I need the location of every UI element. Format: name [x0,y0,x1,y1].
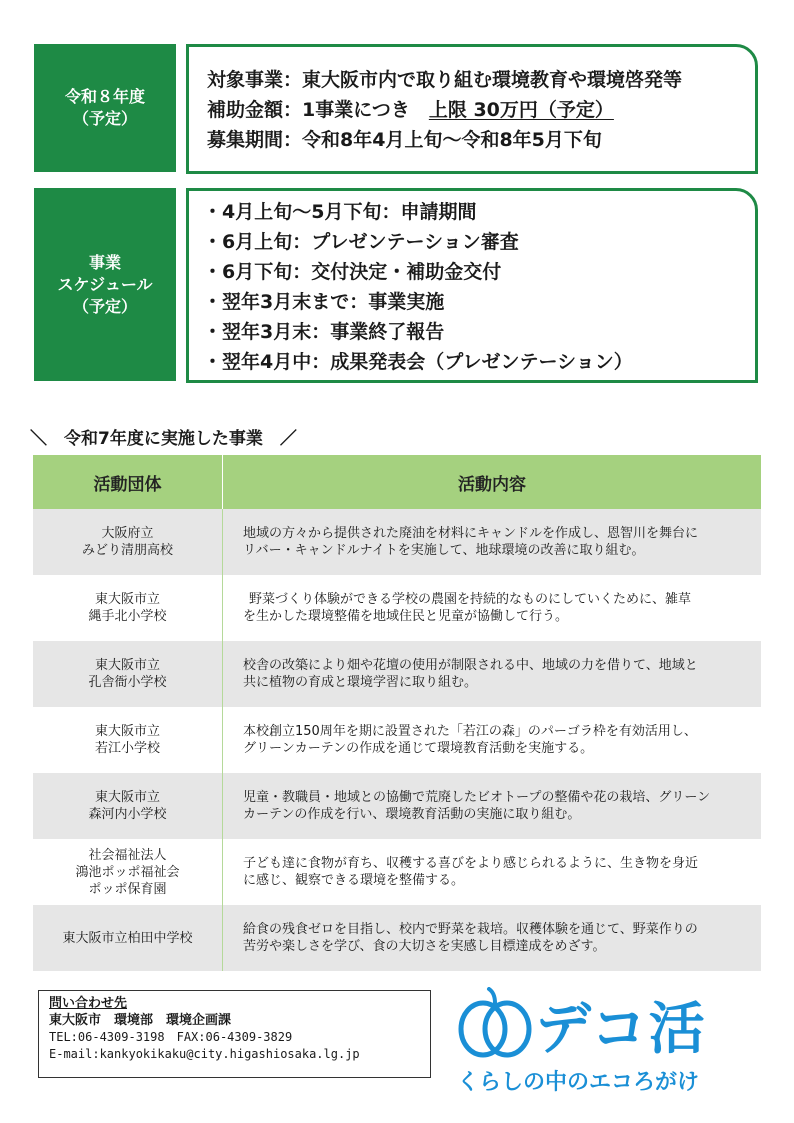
org-cell [33,773,223,839]
desc-line: 共に植物の育成と環境学習に取り組む。 [243,675,478,690]
org-cell [33,641,223,707]
org-cell [33,509,223,575]
subsidy-amount-line [207,95,755,125]
subsidy-info-box [186,44,758,174]
desc-cell [223,575,762,641]
desc-line: 苦労や楽しさを学び、食の大切さを実感し目標達成をめざす。 [243,939,606,954]
schedule-item: ・6月下旬：交付決定・補助金交付 [203,261,502,283]
fiscal-year-label-line1: 令和８年度 [64,87,145,106]
header-organization: 活動団体 [33,455,223,509]
org-line: 鴻池ポッポ福祉会 [75,864,180,880]
org-line: 孔舎衙小学校 [88,675,167,690]
schedule-item: ・翌年3月末まで：事業実施 [203,291,445,313]
org-cell [33,707,223,773]
desc-cell [223,707,762,773]
desc-line: 本校創立150周年を期に設置された「若江の森」のパーゴラ枠を有効活用し、 [243,724,697,739]
logo-mark-icon [455,987,535,1059]
schedule-label-line3: （予定） [72,296,137,316]
schedule-label [34,188,176,381]
target-project-line: 対象事業：東大阪市内で取り組む環境教育や環境啓発等 [207,69,683,91]
desc-line: グリーンカーテンの作成を通じて環境教育活動を実施する。 [243,741,594,756]
org-line: 若江小学校 [94,741,160,756]
org-cell [33,839,223,905]
desc-line: 子ども達に食物が育ち、収穫する喜びをより感じられるように、生き物を身近 [243,856,699,871]
contact-box [38,990,431,1078]
org-line: 東大阪市立柏田中学校 [62,930,193,946]
desc-line: 校舎の改築により畑や花壇の使用が制限される中、地域の力を借りて、地域と [243,658,698,673]
schedule-label-line1: 事業 [88,252,121,272]
desc-cell [223,773,762,839]
desc-line: 給食の残食ゼロを目指し、校内で野菜を栽培。収穫体験を通じて、野菜作りの [243,922,698,937]
logo-tagline: くらしの中のエコろがけ [457,1070,700,1095]
desc-line: リバー・キャンドルナイトを実施して、地球環境の改善に取り組む。 [243,543,645,558]
org-line: 縄手北小学校 [88,609,167,624]
contact-phone: TEL:06-4309-3198 FAX:06-4309-3829 [49,1030,293,1044]
desc-cell [223,509,762,575]
contact-email[interactable]: E-mail:kankyokikaku@city.higashiosaka.lg.jp [49,1047,360,1061]
table-row [33,839,761,905]
table-row [33,905,761,971]
desc-line: 野菜づくり体験ができる学校の農園を持続的なものにしていくために、雑草 [249,592,692,607]
table-row [33,509,761,575]
table-row [33,641,761,707]
section-heading: ＼ 令和7年度に実施した事業 ／ [30,429,297,449]
org-cell [33,575,223,641]
org-line: 東大阪市立 [94,658,160,673]
table-row [33,575,761,641]
projects-table [33,455,761,971]
org-line: 東大阪市立 [94,592,160,607]
org-line: 森河内小学校 [88,807,167,822]
desc-cell [223,905,762,971]
subsidy-amount-prefix: 補助金額：1事業につき [207,99,429,121]
schedule-label-line2: スケジュール [57,274,153,294]
header-activity: 活動内容 [223,455,762,509]
org-line: みどり清朋高校 [81,543,173,558]
org-line: ポッポ保育園 [88,881,167,897]
desc-cell [223,839,762,905]
schedule-item: ・翌年3月末：事業終了報告 [203,321,445,343]
org-cell [33,905,223,971]
desc-cell [223,641,762,707]
contact-department: 東大阪市 環境部 環境企画課 [49,1013,232,1028]
fiscal-year-label-line2: （予定） [72,109,137,128]
desc-line: に感じ、観察できる環境を整備する。 [243,873,465,888]
schedule-item: ・4月上旬～5月下旬：申請期間 [203,201,477,223]
table-row [33,707,761,773]
org-line: 社会福祉法人 [88,847,167,863]
fiscal-year-label [34,44,176,172]
schedule-item: ・翌年4月中：成果発表会（プレゼンテーション） [203,351,633,373]
logo-text: デコ活 [535,997,707,1062]
contact-title: 問い合わせ先 [49,996,128,1011]
schedule-box [186,188,758,383]
desc-line: カーテンの作成を行い、環境教育活動の実施に取り組む。 [243,807,581,822]
org-line: 大阪府立 [101,526,154,541]
desc-line: 児童・教職員・地域との協働で荒廃したビオトープの整備や花の栽培、グリーン [243,790,711,805]
org-line: 東大阪市立 [94,724,160,739]
subsidy-amount-value: 上限 30万円（予定） [428,99,614,121]
schedule-item: ・6月上旬：プレゼンテーション審査 [203,231,519,253]
org-line: 東大阪市立 [94,790,160,805]
desc-line: を生かした環境整備を地域住民と児童が協働して行う。 [243,609,569,624]
table-row [33,773,761,839]
desc-line: 地域の方々から提供された廃油を材料にキャンドルを作成し、恩智川を舞台に [243,526,699,541]
deco-katsu-logo [455,985,765,1095]
table-header-row [33,455,761,509]
recruitment-period-line: 募集期間：令和8年4月上旬～令和8年5月下旬 [207,129,602,151]
